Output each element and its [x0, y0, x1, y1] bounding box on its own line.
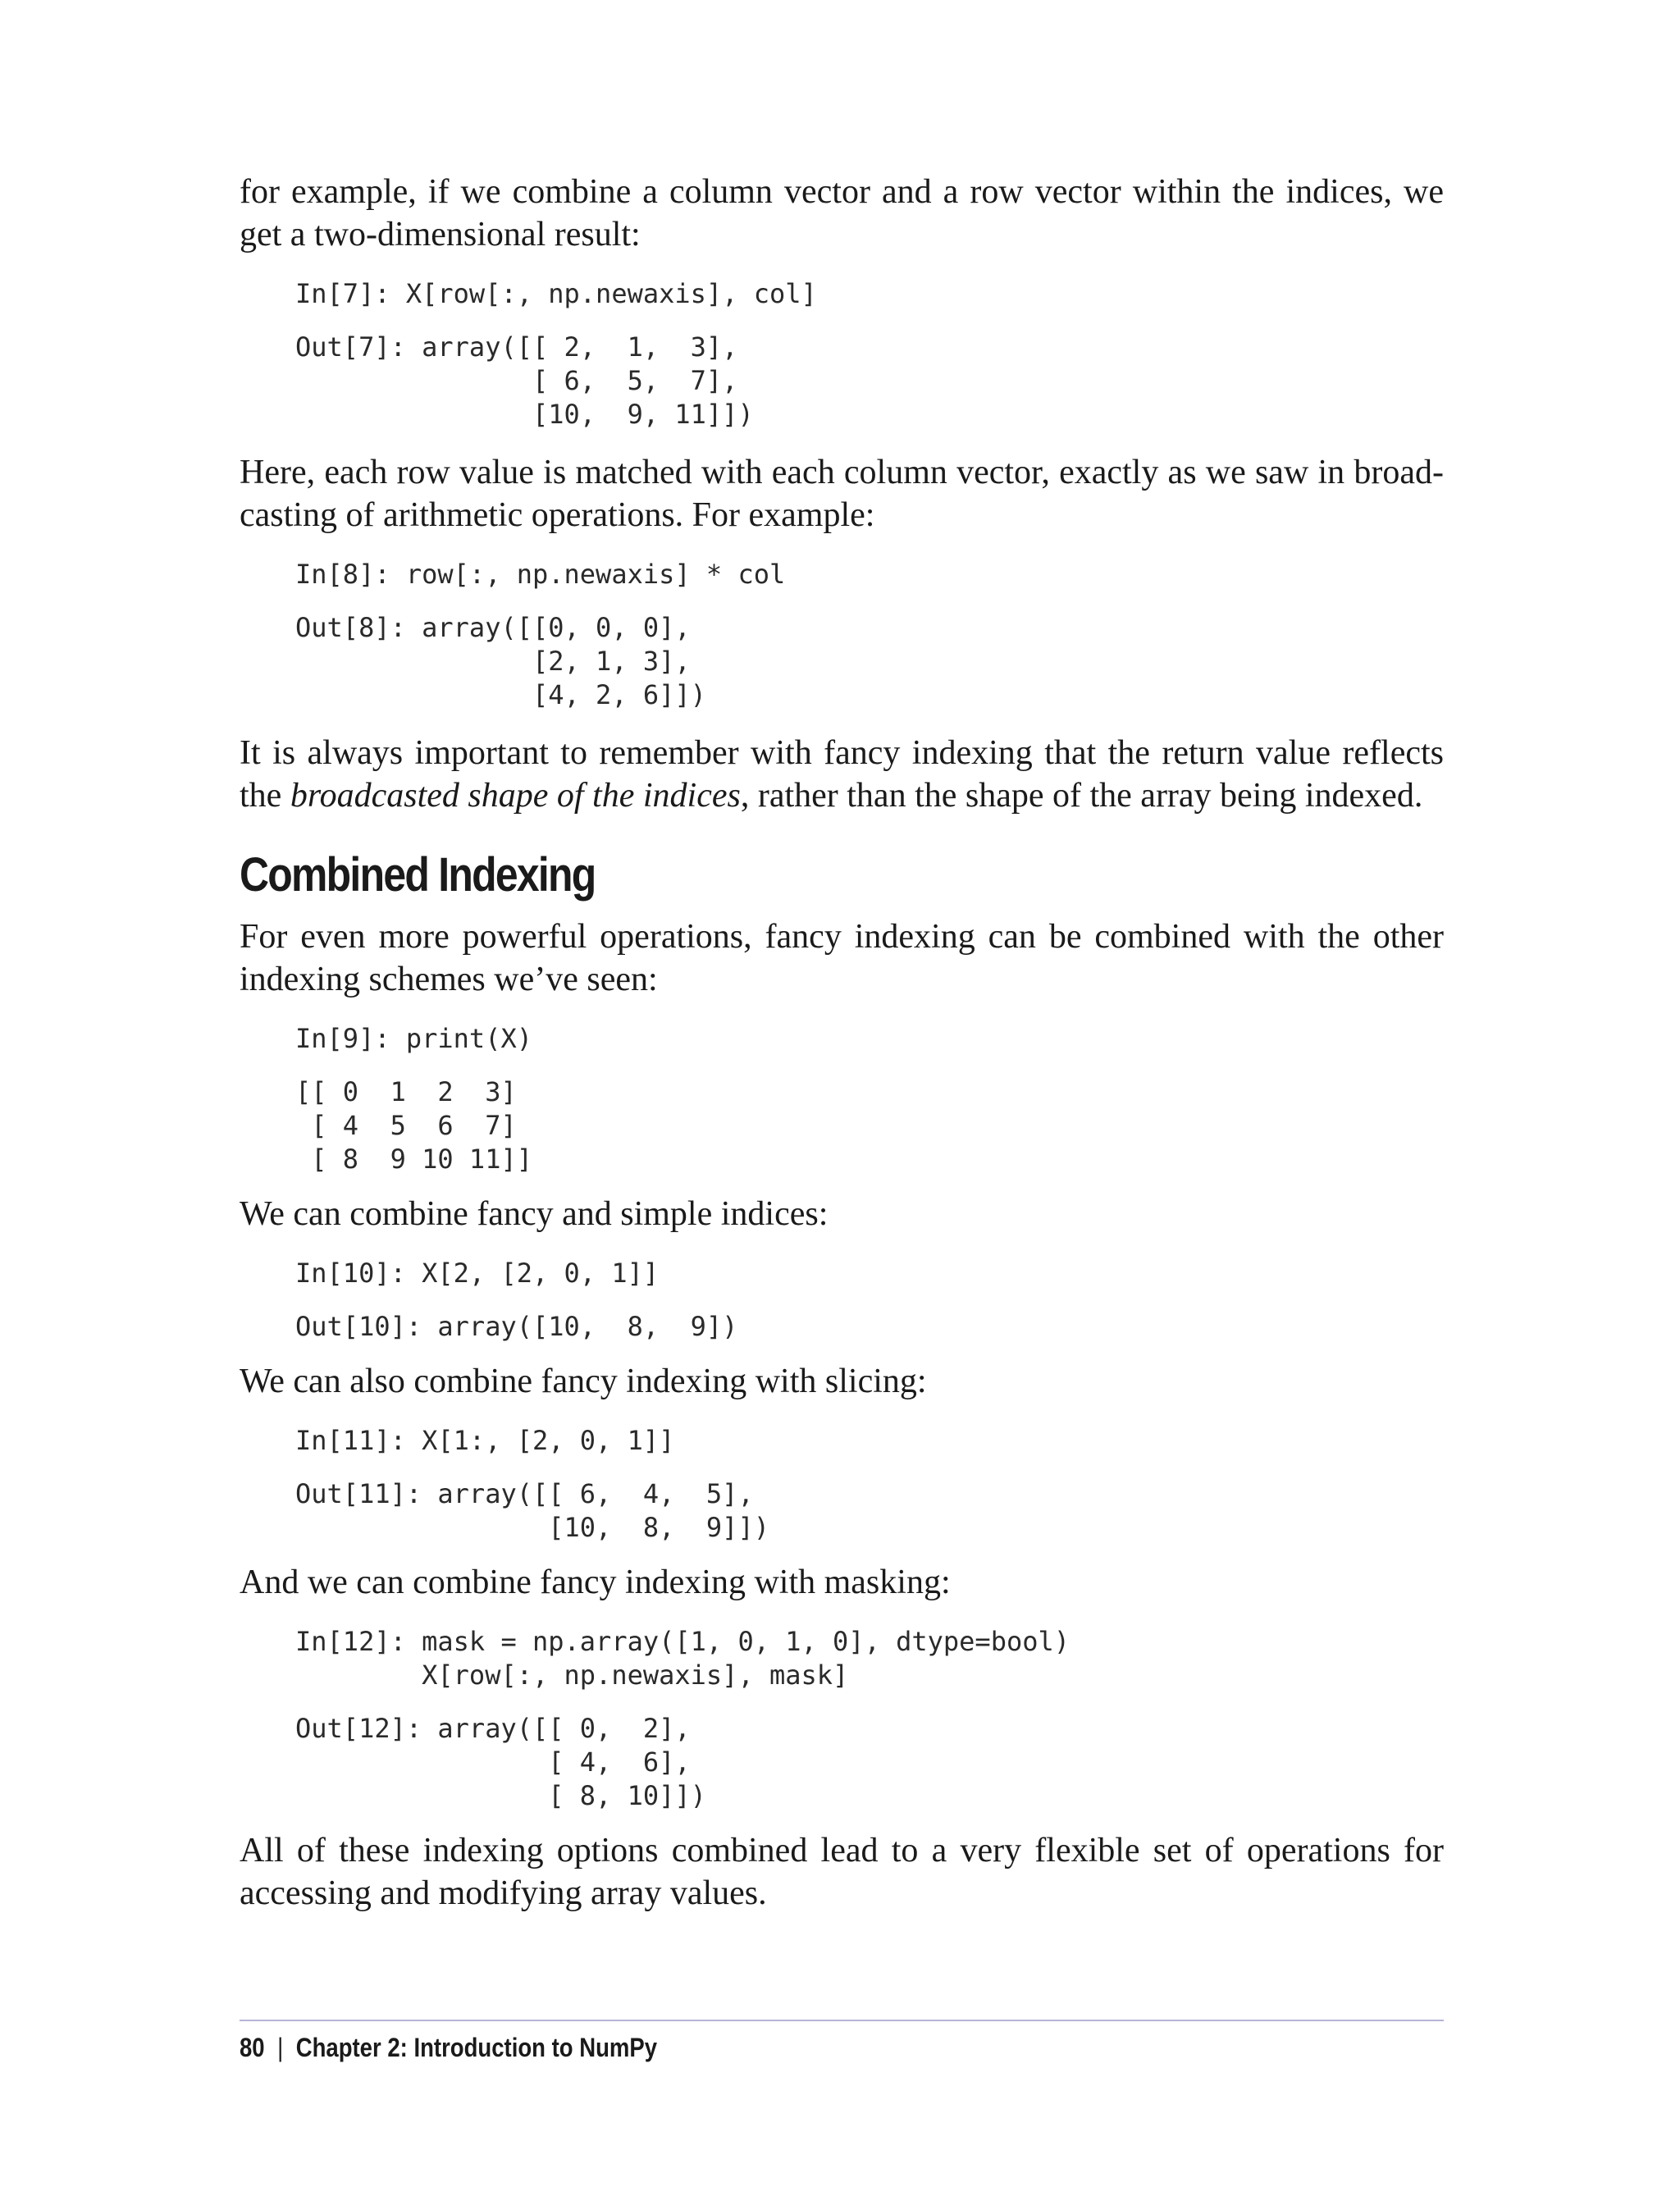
code-input: In[9]: print(X)	[295, 1023, 532, 1054]
paragraph: for example, if we combine a column vector and a row vector within the indices, we get a two-dimensional result:	[240, 173, 1444, 253]
code-output: Out[7]: array([[ 2, 1, 3], [ 6, 5, 7], [10, 9, 11]])	[295, 331, 754, 430]
code-input: X[row[:, np.newaxis], mask]	[295, 1659, 849, 1691]
paragraph: For even more powerful operations, fancy indexing can be combined with the other indexing schemes we’ve seen:	[240, 918, 1444, 998]
paragraph: We can combine fancy and simple indices:	[240, 1195, 829, 1233]
page-number: 80	[240, 2033, 265, 2062]
code-output: [[ 0 1 2 3] [ 4 5 6 7] [ 8 9 10 11]]	[295, 1076, 532, 1175]
footer-separator: |	[277, 2033, 284, 2062]
footer-rule	[240, 2020, 1444, 2021]
page-footer	[240, 2033, 657, 2063]
paragraph: We can also combine fancy indexing with slicing:	[240, 1363, 927, 1400]
paragraph: It is always important to remember with fancy indexing that the return value reflects the broadcasted shape of the indices, rather than the shape of the array being indexed.	[240, 734, 1444, 815]
code-input: In[7]: X[row[:, np.newaxis], col]	[295, 278, 817, 309]
code-input: In[11]: X[1:, [2, 0, 1]]	[295, 1425, 675, 1456]
paragraph: Here, each row value is matched with each column vector, exactly as we saw in broad-casting of arithmetic operations. For example:	[240, 454, 1444, 534]
paragraph: And we can combine fancy indexing with masking:	[240, 1564, 951, 1601]
code-output: Out[8]: array([[0, 0, 0], [2, 1, 3], [4, 2, 6]])	[295, 612, 706, 710]
code-output: Out[10]: array([10, 8, 9])	[295, 1311, 738, 1342]
code-input: In[10]: X[2, [2, 0, 1]]	[295, 1258, 660, 1289]
code-output: Out[12]: array([[ 0, 2], [ 4, 6], [ 8, 10]])	[295, 1713, 706, 1811]
emphasis: broadcasted shape of the indices	[290, 777, 741, 815]
code-input: In[8]: row[:, np.newaxis] * col	[295, 559, 786, 590]
code-input: In[12]: mask = np.array([1, 0, 1, 0], dtype=bool)	[295, 1626, 1071, 1657]
paragraph: All of these indexing options combined lead to a very flexible set of operations for accessing and modifying array values.	[240, 1832, 1444, 1912]
page-body	[240, 171, 1444, 1915]
section-heading: Combined Indexing	[240, 848, 596, 902]
chapter-title: Chapter 2: Introduction to NumPy	[295, 2033, 658, 2062]
code-output: Out[11]: array([[ 6, 4, 5], [10, 8, 9]])	[295, 1478, 769, 1543]
